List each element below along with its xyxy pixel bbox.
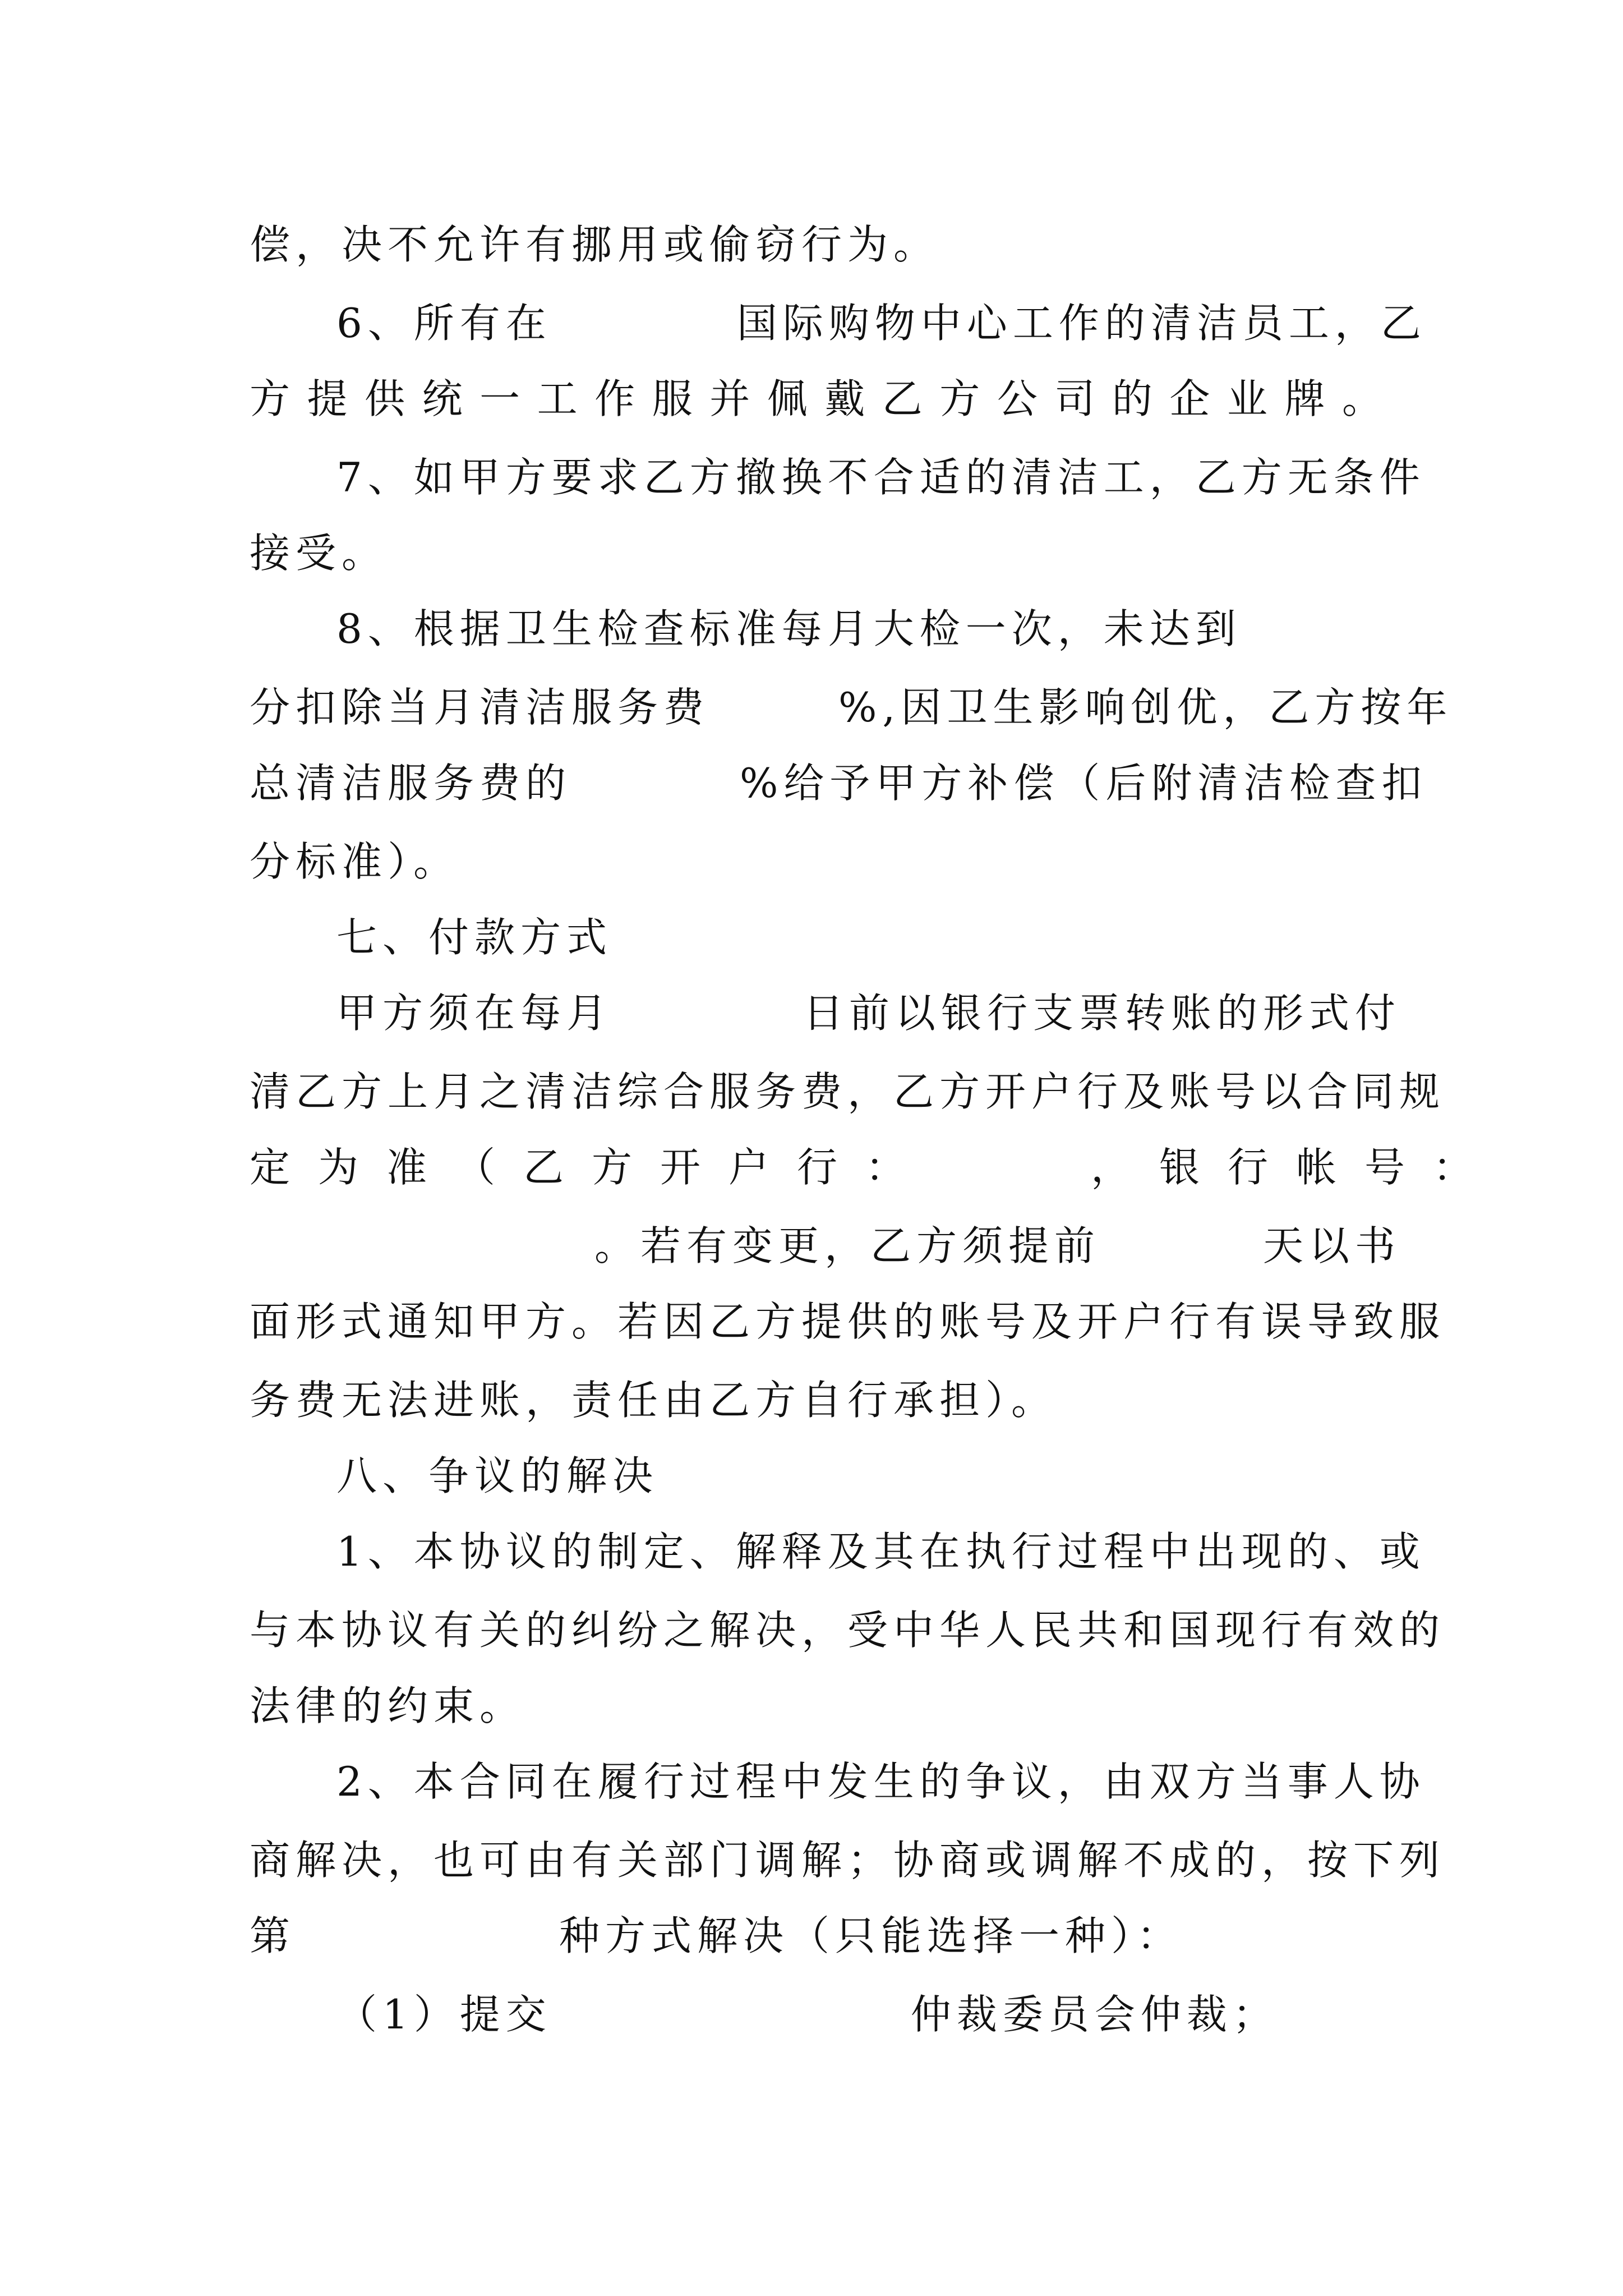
text: 七、付款方式 [336, 914, 613, 961]
text: 7、如甲方要求乙方撤换不合适的清洁工，乙方无条件 [336, 454, 1426, 501]
text-line [250, 684, 1453, 731]
text-line [250, 1912, 1183, 1959]
text: 2、本合同在履行过程中发生的争议，由双方当事人协 [336, 1758, 1426, 1805]
text: 6、所有在 [336, 300, 552, 347]
section-heading [336, 1452, 659, 1499]
text: 国际购物中心工作的清洁员工，乙 [736, 300, 1427, 347]
text-line [336, 1758, 1426, 1805]
text: 分标准）。 [250, 838, 460, 885]
text-line [250, 1298, 1446, 1345]
text: 。若有变更，乙方须提前 [594, 1222, 1101, 1269]
section-heading [336, 914, 613, 961]
text-line [250, 1607, 1446, 1654]
text: 八、争议的解决 [336, 1452, 659, 1499]
text-line [250, 1068, 1446, 1115]
text: 仲裁委员会仲裁； [910, 1991, 1279, 2038]
text-line [336, 1991, 1279, 2038]
text: %给予甲方补偿（后附清洁检查扣 [740, 760, 1428, 807]
text: 接受。 [250, 530, 388, 577]
text-line [250, 760, 1428, 807]
text-line [336, 1528, 1426, 1575]
text-line [250, 1144, 1502, 1191]
text-line [250, 838, 460, 885]
text-line [250, 375, 1388, 422]
text-line [336, 605, 1242, 652]
text: 第 [250, 1912, 296, 1959]
text: 分扣除当月清洁服务费 [250, 684, 710, 731]
text: 甲方须在每月 [336, 990, 613, 1037]
text-line [250, 1837, 1446, 1884]
text: 务费无法进账，责任由乙方自行承担）。 [250, 1377, 1058, 1424]
text: 法律的约束。 [250, 1682, 526, 1729]
text: 商解决，也可由有关部门调解；协商或调解不成的，按下列 [250, 1837, 1446, 1884]
text-line [336, 454, 1426, 501]
text: ，银行帐号： [1091, 1144, 1502, 1191]
text: 方提供统一工作服并佩戴乙方公司的企业牌。 [250, 375, 1388, 422]
text-line [250, 1682, 526, 1729]
text: 与本协议有关的纠纷之解决，受中华人民共和国现行有效的 [250, 1607, 1446, 1654]
text: 8、根据卫生检查标准每月大检一次，未达到 [336, 605, 1242, 652]
text-line [250, 1222, 1401, 1269]
text: 天以书 [1263, 1222, 1401, 1269]
text: 1、本协议的制定、解释及其在执行过程中出现的、或 [336, 1528, 1426, 1575]
text: 清乙方上月之清洁综合服务费，乙方开户行及账号以合同规 [250, 1068, 1446, 1115]
text: %,因卫生影响创优，乙方按年 [838, 684, 1453, 731]
text: 定为准（乙方开户行： [250, 1144, 934, 1191]
text: 总清洁服务费的 [250, 760, 572, 807]
text: （1）提交 [336, 1991, 552, 2038]
text: 面形式通知甲方。若因乙方提供的账号及开户行有误导致服 [250, 1298, 1446, 1345]
text-line [250, 1377, 1058, 1424]
text-line [250, 530, 388, 577]
text-line [336, 300, 1427, 347]
text: 日前以银行支票转账的形式付 [803, 990, 1401, 1037]
text: 偿，决不允许有挪用或偷窃行为。 [250, 221, 940, 268]
text: 种方式解决（只能选择一种）： [559, 1912, 1183, 1959]
text-line [336, 990, 1401, 1037]
text-line [250, 221, 940, 268]
